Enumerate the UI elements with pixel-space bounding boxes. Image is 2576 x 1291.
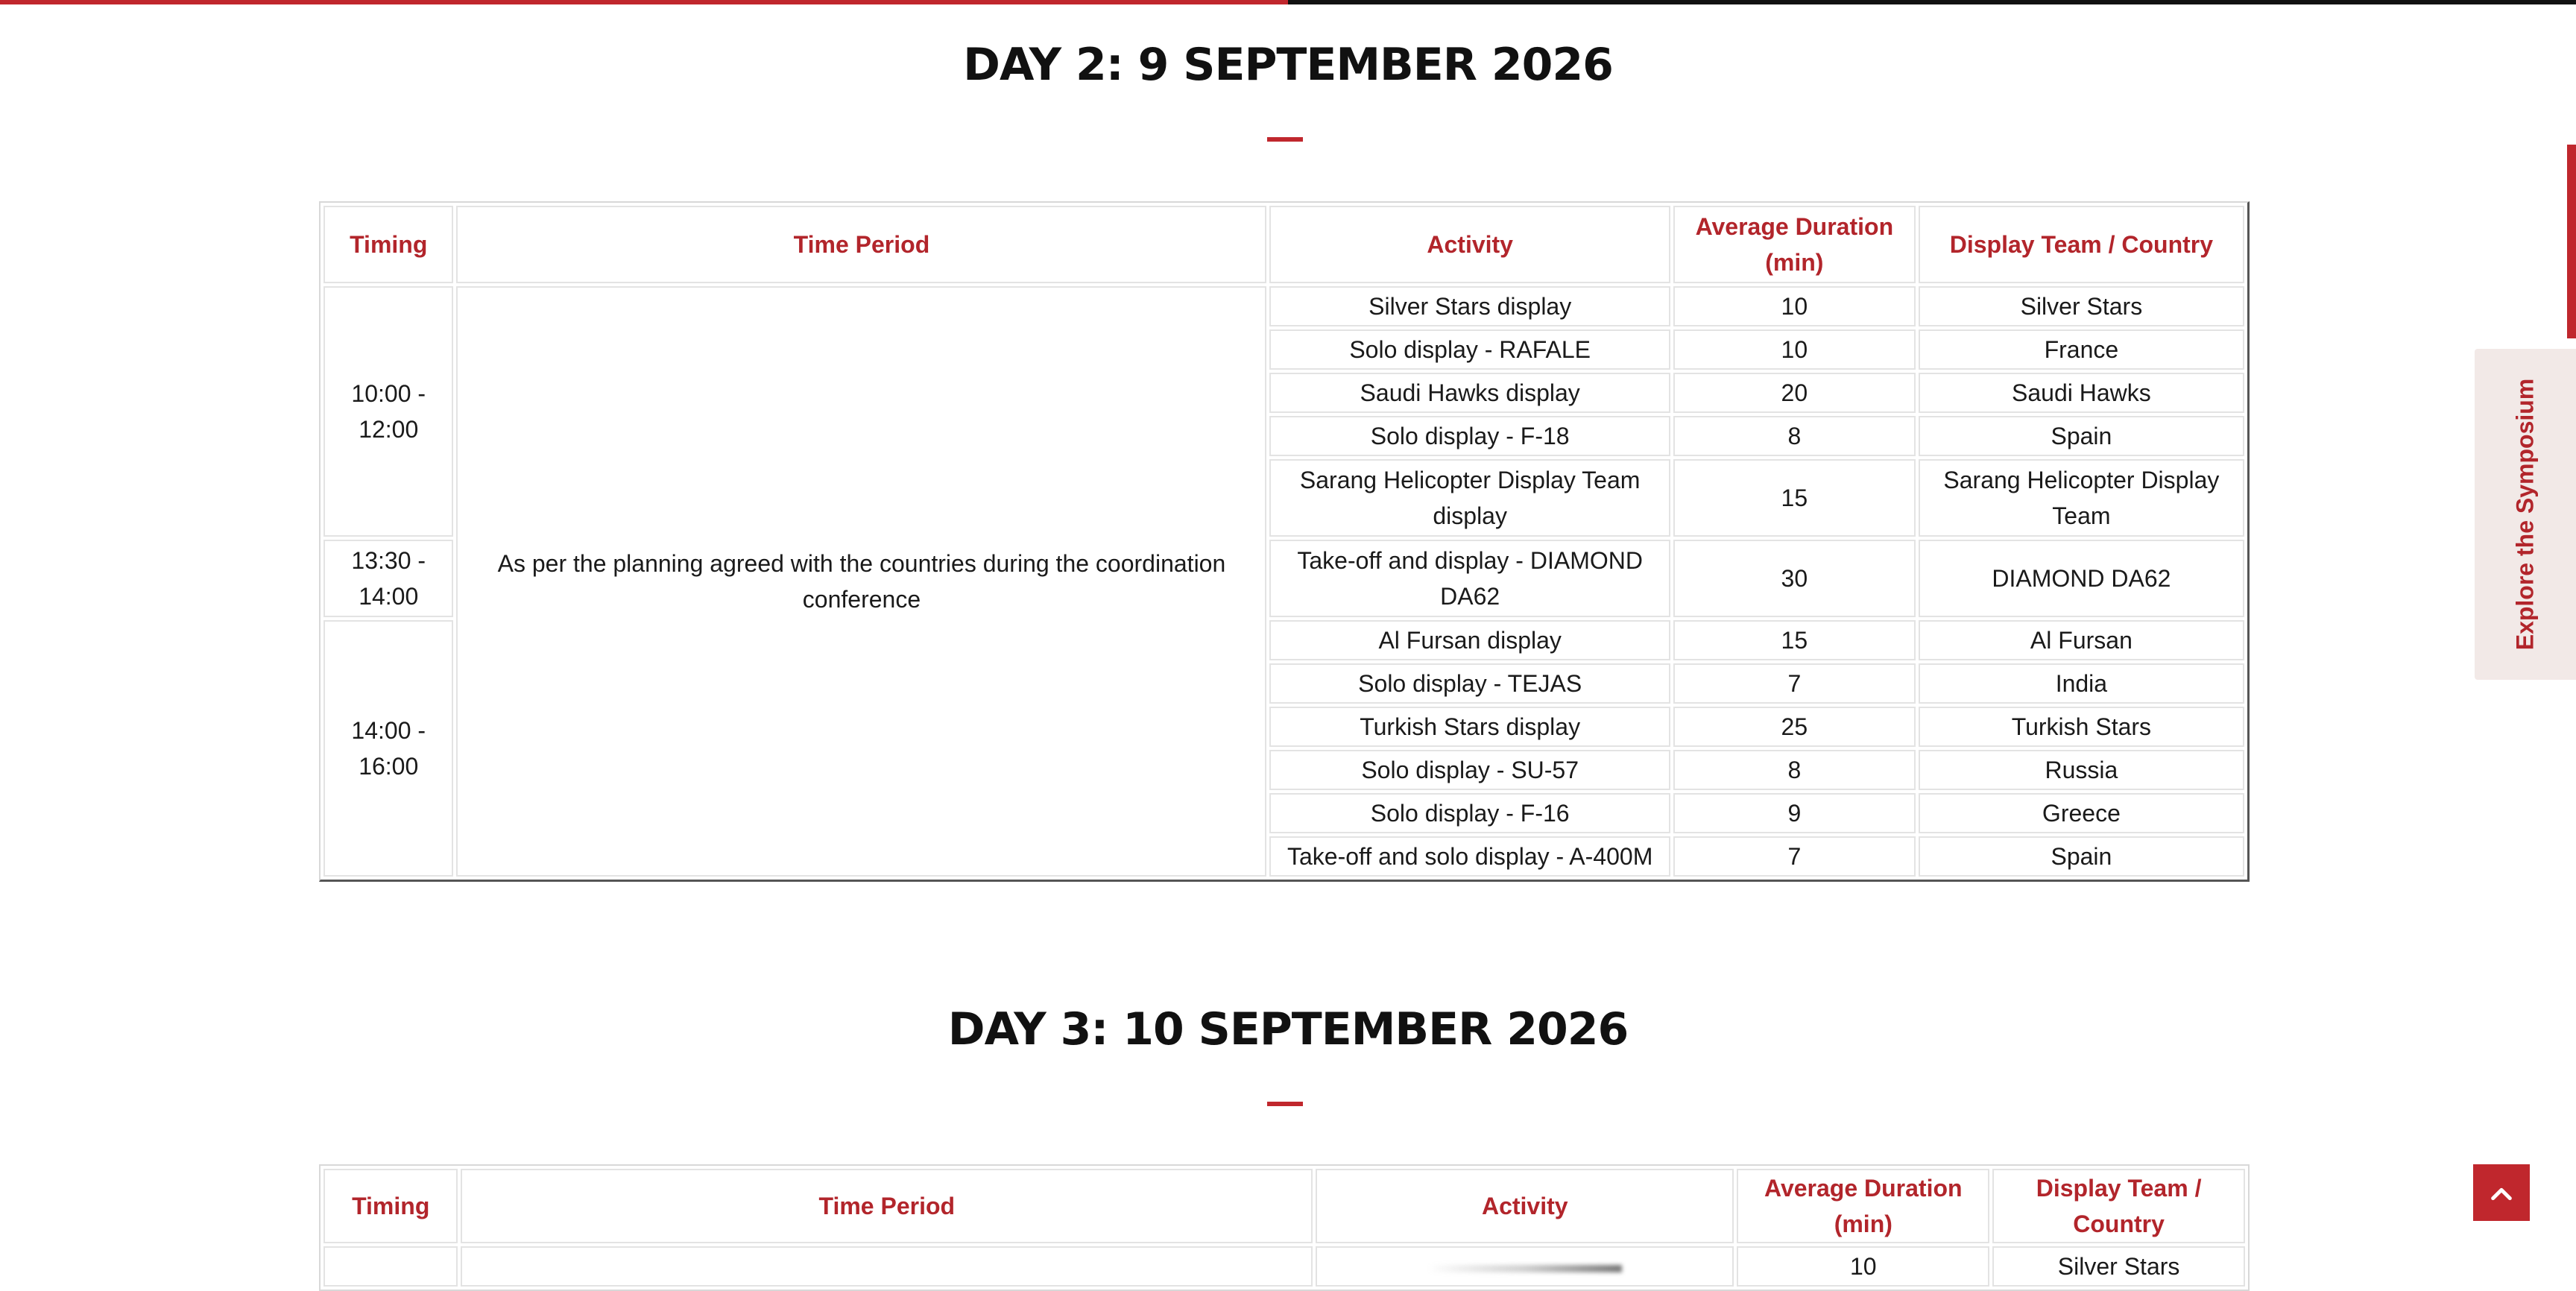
day3-title-rule xyxy=(1267,1102,1303,1106)
activity-cell: Sarang Helicopter Display Team display xyxy=(1269,459,1670,537)
header-duration: Average Duration (min) xyxy=(1673,206,1916,283)
team-cell: Sarang Helicopter Display Team xyxy=(1919,459,2244,537)
timing-cell: 14:00 - 16:00 xyxy=(323,620,453,877)
activity-cell: Solo display - F-16 xyxy=(1269,793,1670,833)
header-time-period: Time Period xyxy=(456,206,1266,283)
day2-title-rule xyxy=(1267,137,1303,142)
time-period-cell xyxy=(461,1246,1313,1287)
activity-cell: Saudi Hawks display xyxy=(1269,373,1670,413)
timing-cell xyxy=(323,1246,458,1287)
header-timing: Timing xyxy=(323,206,453,283)
team-cell: Silver Stars xyxy=(1919,286,2244,326)
activity-cell: Solo display - F-18 xyxy=(1269,416,1670,456)
activity-cell xyxy=(1316,1246,1734,1287)
duration-cell: 15 xyxy=(1673,459,1916,537)
duration-cell: 10 xyxy=(1673,286,1916,326)
duration-cell: 20 xyxy=(1673,373,1916,413)
activity-cell: Silver Stars display xyxy=(1269,286,1670,326)
header-duration: Average Duration (min) xyxy=(1737,1169,1989,1243)
team-cell: Greece xyxy=(1919,793,2244,833)
day3-schedule-table xyxy=(319,1164,2250,1291)
duration-cell: 8 xyxy=(1673,750,1916,790)
team-cell: Saudi Hawks xyxy=(1919,373,2244,413)
side-accent-bar xyxy=(2567,145,2576,338)
day2-title: DAY 2: 9 SEPTEMBER 2026 xyxy=(963,39,1613,91)
header-activity: Activity xyxy=(1316,1169,1734,1243)
team-cell: Russia xyxy=(1919,750,2244,790)
table-row xyxy=(323,1246,2245,1287)
team-cell: Al Fursan xyxy=(1919,620,2244,660)
duration-cell: 15 xyxy=(1673,620,1916,660)
back-to-top-button[interactable] xyxy=(2473,1164,2530,1221)
duration-cell: 7 xyxy=(1673,836,1916,877)
blurred-activity-text xyxy=(1428,1265,1622,1272)
header-team: Display Team / Country xyxy=(1992,1169,2245,1243)
duration-cell: 7 xyxy=(1673,663,1916,704)
explore-symposium-label: Explore the Symposium xyxy=(2511,378,2539,651)
duration-cell: 10 xyxy=(1673,329,1916,370)
explore-symposium-tab[interactable] xyxy=(2475,349,2576,680)
team-cell: Spain xyxy=(1919,836,2244,877)
duration-cell: 9 xyxy=(1673,793,1916,833)
header-activity: Activity xyxy=(1269,206,1670,283)
team-cell: DIAMOND DA62 xyxy=(1919,540,2244,617)
team-cell: India xyxy=(1919,663,2244,704)
table-row xyxy=(323,286,2244,326)
activity-cell: Take-off and solo display - A-400M xyxy=(1269,836,1670,877)
team-cell: Turkish Stars xyxy=(1919,707,2244,747)
header-timing: Timing xyxy=(323,1169,458,1243)
team-cell: Silver Stars xyxy=(1992,1246,2245,1287)
activity-cell: Take-off and display - DIAMOND DA62 xyxy=(1269,540,1670,617)
duration-cell: 30 xyxy=(1673,540,1916,617)
header-team: Display Team / Country xyxy=(1919,206,2244,283)
activity-cell: Al Fursan display xyxy=(1269,620,1670,660)
table-header-row xyxy=(323,1169,2245,1243)
table-header-row xyxy=(323,206,2244,283)
day3-title: DAY 3: 10 SEPTEMBER 2026 xyxy=(947,1003,1629,1055)
activity-cell: Solo display - RAFALE xyxy=(1269,329,1670,370)
team-cell: Spain xyxy=(1919,416,2244,456)
day2-schedule-table xyxy=(319,201,2250,882)
duration-cell: 10 xyxy=(1737,1246,1989,1287)
team-cell: France xyxy=(1919,329,2244,370)
header-time-period: Time Period xyxy=(461,1169,1313,1243)
activity-cell: Solo display - SU-57 xyxy=(1269,750,1670,790)
activity-cell: Turkish Stars display xyxy=(1269,707,1670,747)
duration-cell: 8 xyxy=(1673,416,1916,456)
timing-cell: 13:30 - 14:00 xyxy=(323,540,453,617)
scroll-progress-track xyxy=(0,0,2576,4)
chevron-up-icon xyxy=(2489,1177,2514,1208)
duration-cell: 25 xyxy=(1673,707,1916,747)
timing-cell: 10:00 - 12:00 xyxy=(323,286,453,537)
scroll-progress-fill xyxy=(0,0,1288,4)
activity-cell: Solo display - TEJAS xyxy=(1269,663,1670,704)
time-period-cell: As per the planning agreed with the countries during the coordination conference xyxy=(456,286,1266,877)
